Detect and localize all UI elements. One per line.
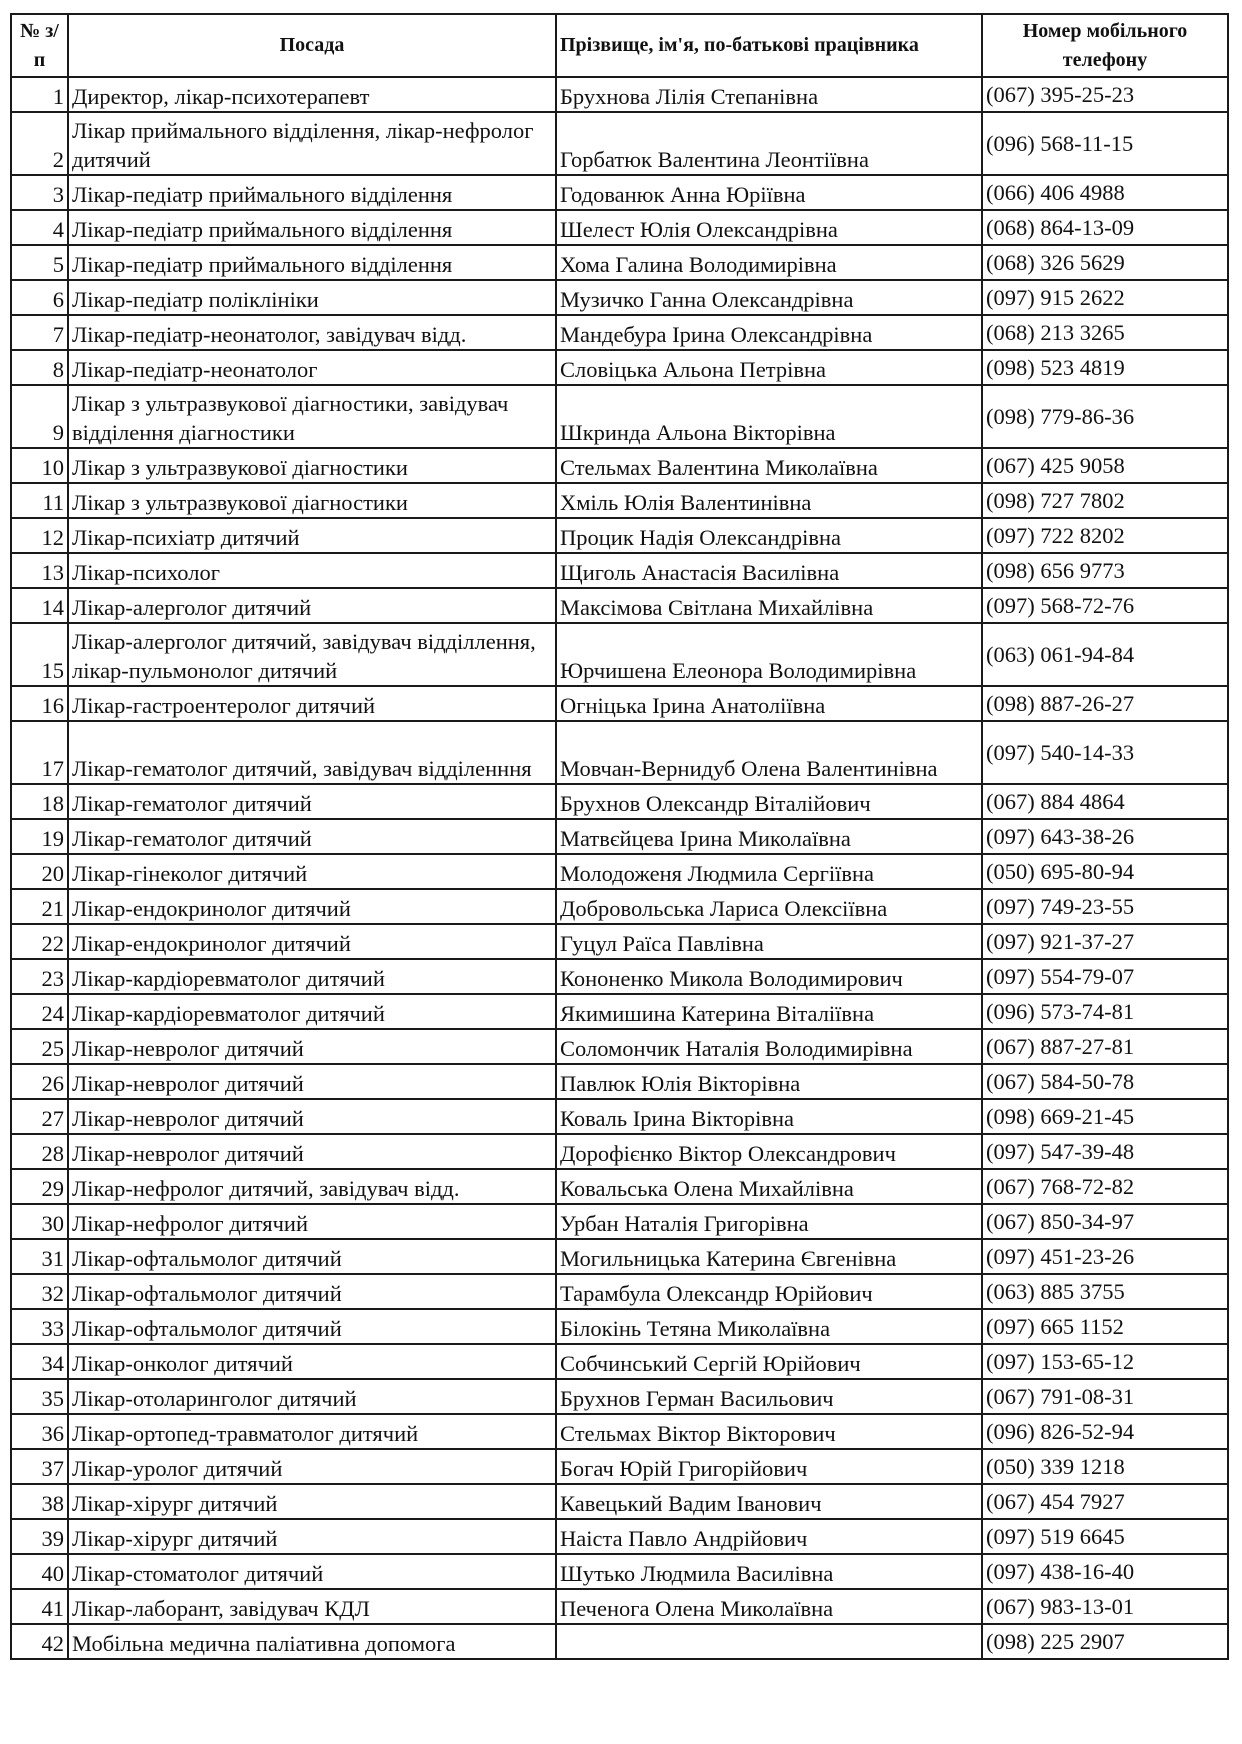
- row-employee-name: [556, 1624, 982, 1659]
- row-phone: (098) 669-21-45: [982, 1099, 1228, 1134]
- row-number: 26: [11, 1064, 68, 1099]
- row-position: Лікар-педіатр поліклініки: [68, 280, 556, 315]
- row-phone: (097) 540-14-33: [982, 721, 1228, 784]
- table-row: [11, 1589, 1228, 1624]
- row-number: 42: [11, 1624, 68, 1659]
- row-phone: (097) 568-72-76: [982, 588, 1228, 623]
- row-number: 35: [11, 1379, 68, 1414]
- row-position: Лікар-ендокринолог дитячий: [68, 924, 556, 959]
- row-phone: (097) 722 8202: [982, 518, 1228, 553]
- row-phone: (098) 523 4819: [982, 350, 1228, 385]
- table-row: [11, 1344, 1228, 1379]
- row-number: 28: [11, 1134, 68, 1169]
- row-position: Лікар-лаборант, завідувач КДЛ: [68, 1589, 556, 1624]
- table-row: [11, 1239, 1228, 1274]
- row-position: Лікар-психолог: [68, 553, 556, 588]
- table-row: [11, 1134, 1228, 1169]
- row-employee-name: Тарамбула Олександр Юрійович: [556, 1274, 982, 1309]
- row-number: 22: [11, 924, 68, 959]
- table-row: [11, 1519, 1228, 1554]
- row-position: Мобільна медична паліативна допомога: [68, 1624, 556, 1659]
- row-position: Лікар-офтальмолог дитячий: [68, 1309, 556, 1344]
- row-phone: (098) 887-26-27: [982, 686, 1228, 721]
- row-employee-name: Урбан Наталія Григорівна: [556, 1204, 982, 1239]
- row-employee-name: Музичко Ганна Олександрівна: [556, 280, 982, 315]
- row-number: 17: [11, 721, 68, 784]
- row-position: Лікар-педіатр-неонатолог, завідувач відд.: [68, 315, 556, 350]
- table-row: [11, 210, 1228, 245]
- table-row: [11, 280, 1228, 315]
- row-phone: (067) 884 4864: [982, 784, 1228, 819]
- row-employee-name: Словіцька Альона Петрівна: [556, 350, 982, 385]
- row-employee-name: Мандебура Ірина Олександрівна: [556, 315, 982, 350]
- row-employee-name: Брухнов Олександр Віталійович: [556, 784, 982, 819]
- row-position: Лікар-офтальмолог дитячий: [68, 1274, 556, 1309]
- row-number: 33: [11, 1309, 68, 1344]
- row-phone: (098) 656 9773: [982, 553, 1228, 588]
- row-employee-name: Годованюк Анна Юріївна: [556, 175, 982, 210]
- row-position: Лікар-онколог дитячий: [68, 1344, 556, 1379]
- table-row: [11, 1099, 1228, 1134]
- row-number: 29: [11, 1169, 68, 1204]
- row-number: 14: [11, 588, 68, 623]
- table-row: [11, 1484, 1228, 1519]
- table-row: [11, 854, 1228, 889]
- row-phone: (067) 983-13-01: [982, 1589, 1228, 1624]
- row-phone: (068) 326 5629: [982, 245, 1228, 280]
- row-phone: (068) 213 3265: [982, 315, 1228, 350]
- table-row: [11, 483, 1228, 518]
- row-phone: (067) 850-34-97: [982, 1204, 1228, 1239]
- row-number: 38: [11, 1484, 68, 1519]
- table-row: [11, 924, 1228, 959]
- table-row: [11, 1449, 1228, 1484]
- row-phone: (066) 406 4988: [982, 175, 1228, 210]
- row-phone: (097) 438-16-40: [982, 1554, 1228, 1589]
- staff-contacts-document: [10, 13, 1229, 1660]
- row-number: 24: [11, 994, 68, 1029]
- row-number: 30: [11, 1204, 68, 1239]
- table-row: [11, 448, 1228, 483]
- row-position: Лікар-нефролог дитячий: [68, 1204, 556, 1239]
- row-number: 5: [11, 245, 68, 280]
- row-position: Лікар-уролог дитячий: [68, 1449, 556, 1484]
- row-number: 39: [11, 1519, 68, 1554]
- row-position: Лікар-алерголог дитячий, завідувач відділлення, лікар-пульмонолог дитячий: [68, 623, 556, 686]
- row-number: 37: [11, 1449, 68, 1484]
- row-phone: (067) 454 7927: [982, 1484, 1228, 1519]
- table-row: [11, 623, 1228, 686]
- row-position: Лікар-гематолог дитячий: [68, 784, 556, 819]
- row-position: Лікар-гінеколог дитячий: [68, 854, 556, 889]
- row-phone: (097) 451-23-26: [982, 1239, 1228, 1274]
- row-position: Лікар-гематолог дитячий, завідувач відділенння: [68, 721, 556, 784]
- row-position: Лікар-педіатр-неонатолог: [68, 350, 556, 385]
- row-phone: (067) 887-27-81: [982, 1029, 1228, 1064]
- row-employee-name: Хома Галина Володимирівна: [556, 245, 982, 280]
- row-position: Лікар-офтальмолог дитячий: [68, 1239, 556, 1274]
- row-number: 21: [11, 889, 68, 924]
- row-number: 31: [11, 1239, 68, 1274]
- row-number: 36: [11, 1414, 68, 1449]
- row-position: Лікар-гастроентеролог дитячий: [68, 686, 556, 721]
- table-row: [11, 1624, 1228, 1659]
- row-number: 10: [11, 448, 68, 483]
- row-number: 19: [11, 819, 68, 854]
- table-row: [11, 784, 1228, 819]
- row-number: 2: [11, 112, 68, 175]
- table-row: [11, 959, 1228, 994]
- row-employee-name: Гуцул Раїса Павлівна: [556, 924, 982, 959]
- row-phone: (097) 921-37-27: [982, 924, 1228, 959]
- row-phone: (097) 554-79-07: [982, 959, 1228, 994]
- row-employee-name: Печенога Олена Миколаївна: [556, 1589, 982, 1624]
- row-employee-name: Наіста Павло Андрійович: [556, 1519, 982, 1554]
- row-position: Лікар-ендокринолог дитячий: [68, 889, 556, 924]
- row-employee-name: Шутько Людмила Василівна: [556, 1554, 982, 1589]
- row-position: Лікар-психіатр дитячий: [68, 518, 556, 553]
- row-position: Лікар-педіатр приймального відділення: [68, 175, 556, 210]
- row-employee-name: Огніцька Ірина Анатоліївна: [556, 686, 982, 721]
- row-position: Лікар-невролог дитячий: [68, 1064, 556, 1099]
- row-number: 8: [11, 350, 68, 385]
- row-employee-name: Богач Юрій Григорійович: [556, 1449, 982, 1484]
- header-employee-name: Прізвище, ім'я, по-батькові працівника: [556, 14, 982, 77]
- staff-phone-table: [10, 13, 1229, 1660]
- row-number: 16: [11, 686, 68, 721]
- row-number: 15: [11, 623, 68, 686]
- row-employee-name: Ковальська Олена Михайлівна: [556, 1169, 982, 1204]
- row-number: 11: [11, 483, 68, 518]
- row-position: Лікар-кардіоревматолог дитячий: [68, 994, 556, 1029]
- table-row: [11, 889, 1228, 924]
- row-position: Лікар-хірург дитячий: [68, 1484, 556, 1519]
- row-position: Лікар з ультразвукової діагностики, завідувач відділення діагностики: [68, 385, 556, 448]
- row-position: Лікар-нефролог дитячий, завідувач відд.: [68, 1169, 556, 1204]
- row-number: 25: [11, 1029, 68, 1064]
- table-row: [11, 77, 1228, 112]
- row-phone: (097) 643-38-26: [982, 819, 1228, 854]
- row-number: 40: [11, 1554, 68, 1589]
- row-number: 41: [11, 1589, 68, 1624]
- row-employee-name: Шкринда Альона Вікторівна: [556, 385, 982, 448]
- row-position: Лікар-кардіоревматолог дитячий: [68, 959, 556, 994]
- row-position: Лікар-педіатр приймального відділення: [68, 245, 556, 280]
- row-phone: (098) 779-86-36: [982, 385, 1228, 448]
- row-position: Лікар-педіатр приймального відділення: [68, 210, 556, 245]
- table-row: [11, 553, 1228, 588]
- row-phone: (097) 547-39-48: [982, 1134, 1228, 1169]
- row-employee-name: Стельмах Валентина Миколаївна: [556, 448, 982, 483]
- row-employee-name: Собчинський Сергій Юрійович: [556, 1344, 982, 1379]
- row-phone: (096) 568-11-15: [982, 112, 1228, 175]
- row-employee-name: Могильницька Катерина Євгенівна: [556, 1239, 982, 1274]
- row-phone: (096) 573-74-81: [982, 994, 1228, 1029]
- table-row: [11, 350, 1228, 385]
- row-position: Лікар з ультразвукової діагностики: [68, 483, 556, 518]
- table-row: [11, 994, 1228, 1029]
- row-phone: (097) 665 1152: [982, 1309, 1228, 1344]
- row-position: Лікар-невролог дитячий: [68, 1029, 556, 1064]
- table-row: [11, 1309, 1228, 1344]
- table-row: [11, 1554, 1228, 1589]
- row-phone: (050) 339 1218: [982, 1449, 1228, 1484]
- row-position: Лікар-невролог дитячий: [68, 1134, 556, 1169]
- table-header-row: [11, 14, 1228, 77]
- table-row: [11, 175, 1228, 210]
- row-number: 32: [11, 1274, 68, 1309]
- table-body: [11, 77, 1228, 1659]
- row-position: Лікар приймального відділення, лікар-нефролог дитячий: [68, 112, 556, 175]
- row-number: 6: [11, 280, 68, 315]
- table-row: [11, 315, 1228, 350]
- row-position: Лікар-стоматолог дитячий: [68, 1554, 556, 1589]
- row-employee-name: Брухнова Лілія Степанівна: [556, 77, 982, 112]
- row-number: 9: [11, 385, 68, 448]
- row-employee-name: Стельмах Віктор Вікторович: [556, 1414, 982, 1449]
- row-number: 20: [11, 854, 68, 889]
- row-number: 23: [11, 959, 68, 994]
- table-row: [11, 112, 1228, 175]
- row-number: 18: [11, 784, 68, 819]
- row-phone: (067) 395-25-23: [982, 77, 1228, 112]
- row-number: 4: [11, 210, 68, 245]
- row-phone: (068) 864-13-09: [982, 210, 1228, 245]
- table-row: [11, 1274, 1228, 1309]
- row-phone: (098) 225 2907: [982, 1624, 1228, 1659]
- row-employee-name: Кононенко Микола Володимирович: [556, 959, 982, 994]
- row-position: Лікар-хірург дитячий: [68, 1519, 556, 1554]
- row-employee-name: Хміль Юлія Валентинівна: [556, 483, 982, 518]
- row-position: Лікар-отоларинголог дитячий: [68, 1379, 556, 1414]
- row-employee-name: Молодоженя Людмила Сергіївна: [556, 854, 982, 889]
- table-row: [11, 385, 1228, 448]
- row-number: 3: [11, 175, 68, 210]
- row-employee-name: Білокінь Тетяна Миколаївна: [556, 1309, 982, 1344]
- row-employee-name: Процик Надія Олександрівна: [556, 518, 982, 553]
- header-mobile-phone: Номер мобільного телефону: [982, 14, 1228, 77]
- table-row: [11, 518, 1228, 553]
- table-row: [11, 721, 1228, 784]
- row-position: Лікар з ультразвукової діагностики: [68, 448, 556, 483]
- row-number: 1: [11, 77, 68, 112]
- row-phone: (097) 915 2622: [982, 280, 1228, 315]
- table-row: [11, 245, 1228, 280]
- row-phone: (063) 885 3755: [982, 1274, 1228, 1309]
- row-employee-name: Кавецький Вадим Іванович: [556, 1484, 982, 1519]
- row-phone: (067) 584-50-78: [982, 1064, 1228, 1099]
- row-position: Лікар-невролог дитячий: [68, 1099, 556, 1134]
- table-row: [11, 1169, 1228, 1204]
- row-employee-name: Юрчишена Елеонора Володимирівна: [556, 623, 982, 686]
- row-employee-name: Соломончик Наталія Володимирівна: [556, 1029, 982, 1064]
- table-row: [11, 1064, 1228, 1099]
- row-phone: (067) 425 9058: [982, 448, 1228, 483]
- row-position: Лікар-гематолог дитячий: [68, 819, 556, 854]
- header-position: Посада: [68, 14, 556, 77]
- row-employee-name: Брухнов Герман Васильович: [556, 1379, 982, 1414]
- row-number: 13: [11, 553, 68, 588]
- row-position: Директор, лікар-психотерапевт: [68, 77, 556, 112]
- table-row: [11, 819, 1228, 854]
- table-row: [11, 1414, 1228, 1449]
- row-employee-name: Добровольська Лариса Олексіївна: [556, 889, 982, 924]
- table-row: [11, 1029, 1228, 1064]
- row-employee-name: Коваль Ірина Вікторівна: [556, 1099, 982, 1134]
- row-employee-name: Горбатюк Валентина Леонтіївна: [556, 112, 982, 175]
- table-row: [11, 1379, 1228, 1414]
- row-phone: (096) 826-52-94: [982, 1414, 1228, 1449]
- table-row: [11, 686, 1228, 721]
- row-phone: (097) 519 6645: [982, 1519, 1228, 1554]
- row-phone: (050) 695-80-94: [982, 854, 1228, 889]
- table-row: [11, 588, 1228, 623]
- row-number: 27: [11, 1099, 68, 1134]
- row-employee-name: Щиголь Анастасія Василівна: [556, 553, 982, 588]
- row-employee-name: Шелест Юлія Олександрівна: [556, 210, 982, 245]
- row-employee-name: Матвєйцева Ірина Миколаївна: [556, 819, 982, 854]
- row-number: 34: [11, 1344, 68, 1379]
- row-position: Лікар-ортопед-травматолог дитячий: [68, 1414, 556, 1449]
- header-number: № з/п: [11, 14, 68, 77]
- row-position: Лікар-алерголог дитячий: [68, 588, 556, 623]
- row-phone: (067) 791-08-31: [982, 1379, 1228, 1414]
- row-phone: (097) 153-65-12: [982, 1344, 1228, 1379]
- row-employee-name: Якимишина Катерина Віталіївна: [556, 994, 982, 1029]
- row-employee-name: Дорофієнко Віктор Олександрович: [556, 1134, 982, 1169]
- row-phone: (097) 749-23-55: [982, 889, 1228, 924]
- row-employee-name: Мовчан-Вернидуб Олена Валентинівна: [556, 721, 982, 784]
- row-employee-name: Павлюк Юлія Вікторівна: [556, 1064, 982, 1099]
- row-phone: (063) 061-94-84: [982, 623, 1228, 686]
- row-number: 7: [11, 315, 68, 350]
- row-phone: (098) 727 7802: [982, 483, 1228, 518]
- table-row: [11, 1204, 1228, 1239]
- row-employee-name: Максімова Світлана Михайлівна: [556, 588, 982, 623]
- row-number: 12: [11, 518, 68, 553]
- row-phone: (067) 768-72-82: [982, 1169, 1228, 1204]
